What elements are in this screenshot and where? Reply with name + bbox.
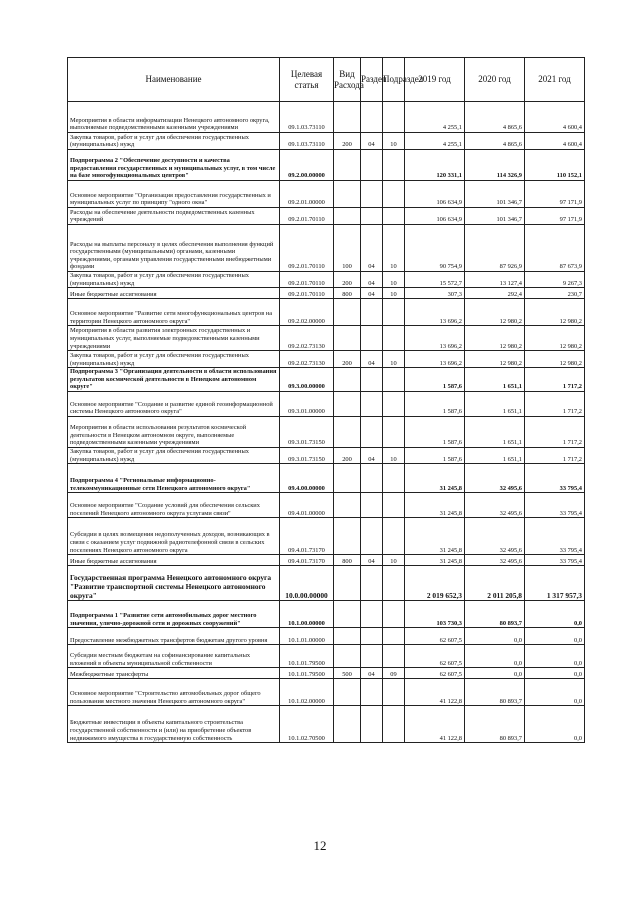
row-section — [361, 645, 383, 668]
row-value-2019: 13 696,2 — [405, 351, 465, 368]
row-expense-type — [334, 679, 361, 706]
row-value-2021: 33 795,4 — [525, 518, 585, 555]
row-name: Расходы на обеспечение деятельности подведомственных казенных учреждений — [68, 208, 280, 225]
row-article: 10.1.02.70500 — [280, 706, 334, 743]
row-value-2020: 1 651,1 — [465, 416, 525, 447]
row-name: Закупка товаров, работ и услуг для обеспечения государственных (муниципальных) нужд — [68, 447, 280, 463]
row-name: Основное мероприятие "Строительство автомобильных дорог общего пользования местного значения Ненецкого автономного округа" — [68, 679, 280, 706]
row-value-2021: 33 795,4 — [525, 555, 585, 566]
row-subsection — [383, 706, 405, 743]
row-value-2021: 97 171,9 — [525, 181, 585, 208]
row-section: 04 — [361, 447, 383, 463]
row-expense-type: 200 — [334, 133, 361, 150]
row-article: 09.2.00.00000 — [280, 150, 334, 181]
row-article: 09.2.01.00000 — [280, 181, 334, 208]
row-name: Подпрограмма 3 "Организация деятельности в области использования результатов космической деятельности в Ненецком автономном округе" — [68, 368, 280, 392]
table-row — [68, 416, 585, 447]
row-section — [361, 181, 383, 208]
row-section: 04 — [361, 225, 383, 272]
row-value-2019: 120 331,1 — [405, 150, 465, 181]
row-section: 04 — [361, 668, 383, 679]
row-subsection: 09 — [383, 668, 405, 679]
row-value-2021: 1 717,2 — [525, 416, 585, 447]
row-subsection: 10 — [383, 447, 405, 463]
row-expense-type: 200 — [334, 447, 361, 463]
table-row — [68, 299, 585, 326]
row-expense-type — [334, 208, 361, 225]
row-value-2020: 12 980,2 — [465, 326, 525, 351]
row-expense-type — [334, 706, 361, 743]
row-value-2021: 0,0 — [525, 628, 585, 645]
row-value-2021: 0,0 — [525, 706, 585, 743]
row-value-2020: 114 326,9 — [465, 150, 525, 181]
row-name: Подпрограмма 4 "Региональные информационно-телекоммуникационные сети Ненецкого автономного округа" — [68, 464, 280, 493]
row-name: Закупка товаров, работ и услуг для обеспечения государственных (муниципальных) нужд — [68, 272, 280, 288]
table-row — [68, 518, 585, 555]
page-number: 12 — [313, 838, 327, 853]
row-name: Основное мероприятие "Создание условий для обеспечения сельских поселений Ненецкого автономного округа услугами связи" — [68, 493, 280, 518]
row-value-2020: 0,0 — [465, 628, 525, 645]
row-value-2020: 13 127,4 — [465, 272, 525, 288]
row-value-2019: 103 730,3 — [405, 601, 465, 628]
table-row — [68, 679, 585, 706]
table-row — [68, 150, 585, 181]
row-value-2021: 33 795,4 — [525, 464, 585, 493]
row-expense-type: 800 — [334, 288, 361, 299]
row-value-2021: 1 717,2 — [525, 368, 585, 392]
row-subsection — [383, 299, 405, 326]
row-value-2019: 1 587,6 — [405, 368, 465, 392]
row-section: 04 — [361, 288, 383, 299]
row-name: Основное мероприятие "Организация предоставления государственных и муниципальных услуг по принципу "одного окна" — [68, 181, 280, 208]
row-article: 09.2.02.73130 — [280, 326, 334, 351]
row-name: Основное мероприятие "Развитие сети многофункциональных центров на территории Ненецкого автономного округа" — [68, 299, 280, 326]
row-name: Иные бюджетные ассигнования — [68, 555, 280, 566]
row-subsection — [383, 416, 405, 447]
row-name: Подпрограмма 2 "Обеспечение доступности и качества предоставления государственных и муниципальных услуг, в том числе на базе многофункциональных центров" — [68, 150, 280, 181]
row-section — [361, 326, 383, 351]
row-subsection — [383, 566, 405, 601]
row-value-2019: 41 122,8 — [405, 679, 465, 706]
table-row — [68, 628, 585, 645]
row-value-2019: 62 607,5 — [405, 645, 465, 668]
row-expense-type — [334, 416, 361, 447]
row-subsection — [383, 628, 405, 645]
row-value-2019: 13 696,2 — [405, 326, 465, 351]
row-value-2019: 62 607,5 — [405, 628, 465, 645]
table-row — [68, 555, 585, 566]
row-value-2019: 4 255,1 — [405, 133, 465, 150]
row-expense-type — [334, 368, 361, 392]
row-value-2020: 0,0 — [465, 645, 525, 668]
row-value-2021: 33 795,4 — [525, 493, 585, 518]
row-section — [361, 208, 383, 225]
row-name: Бюджетные инвестиции в объекты капитального строительства государственной собственности и (или) на приобретение объектов недвижимого имущества в государственную собственность — [68, 706, 280, 743]
row-expense-type — [334, 601, 361, 628]
row-value-2020: 2 011 205,8 — [465, 566, 525, 601]
row-value-2020: 32 495,6 — [465, 518, 525, 555]
row-name: Расходы на выплаты персоналу в целях обеспечения выполнения функций государственными (муниципальными) органами, казенными учреждениями, органами управления государственными внебюджетными фондами — [68, 225, 280, 272]
row-expense-type: 500 — [334, 668, 361, 679]
row-value-2020: 32 495,6 — [465, 493, 525, 518]
row-value-2019: 31 245,8 — [405, 555, 465, 566]
row-subsection — [383, 181, 405, 208]
row-value-2020: 32 495,6 — [465, 555, 525, 566]
row-subsection — [383, 679, 405, 706]
row-value-2019: 90 754,9 — [405, 225, 465, 272]
row-value-2021: 0,0 — [525, 668, 585, 679]
row-article: 10.1.01.00000 — [280, 628, 334, 645]
row-value-2021: 1 717,2 — [525, 391, 585, 416]
row-article: 09.2.02.00000 — [280, 299, 334, 326]
row-value-2019: 62 607,5 — [405, 668, 465, 679]
row-section — [361, 679, 383, 706]
row-article: 09.2.01.70110 — [280, 272, 334, 288]
table-row — [68, 181, 585, 208]
row-subsection: 10 — [383, 225, 405, 272]
table-row — [68, 566, 585, 601]
table-row — [68, 326, 585, 351]
table-row — [68, 645, 585, 668]
row-section: 04 — [361, 133, 383, 150]
row-expense-type — [334, 102, 361, 133]
row-value-2020: 87 926,9 — [465, 225, 525, 272]
row-article: 09.2.01.70110 — [280, 225, 334, 272]
row-name: Государственная программа Ненецкого автономного округа "Развитие транспортной системы Ненецкого автономного округа" — [68, 566, 280, 601]
table-row — [68, 102, 585, 133]
row-value-2021: 0,0 — [525, 601, 585, 628]
row-value-2019: 307,3 — [405, 288, 465, 299]
row-expense-type: 200 — [334, 351, 361, 368]
row-name: Подпрограмма 1 "Развитие сети автомобильных дорог местного значения, улично-дорожной сети и дорожных сооружений" — [68, 601, 280, 628]
row-article: 09.2.02.73130 — [280, 351, 334, 368]
header-expense: Вид Расхода — [334, 58, 361, 102]
row-value-2020: 32 495,6 — [465, 464, 525, 493]
header-article: Целевая статья — [280, 58, 334, 102]
header-2021: 2021 год — [525, 58, 585, 102]
row-value-2021: 12 980,2 — [525, 351, 585, 368]
table-row — [68, 208, 585, 225]
row-section — [361, 391, 383, 416]
row-article: 09.3.00.00000 — [280, 368, 334, 392]
row-article: 09.1.03.73110 — [280, 133, 334, 150]
row-section — [361, 299, 383, 326]
row-value-2020: 12 980,2 — [465, 299, 525, 326]
row-subsection: 10 — [383, 555, 405, 566]
row-expense-type: 200 — [334, 272, 361, 288]
row-section — [361, 601, 383, 628]
row-value-2021: 87 673,9 — [525, 225, 585, 272]
row-value-2021: 97 171,9 — [525, 208, 585, 225]
row-article: 10.1.01.79500 — [280, 645, 334, 668]
row-value-2020: 292,4 — [465, 288, 525, 299]
row-article: 10.0.00.00000 — [280, 566, 334, 601]
row-subsection — [383, 150, 405, 181]
row-section — [361, 416, 383, 447]
row-article: 09.2.01.70110 — [280, 208, 334, 225]
table-row — [68, 225, 585, 272]
row-article: 09.3.01.00000 — [280, 391, 334, 416]
row-value-2019: 15 572,7 — [405, 272, 465, 288]
row-article: 09.4.01.73170 — [280, 555, 334, 566]
row-expense-type — [334, 326, 361, 351]
row-name: Субсидии местным бюджетам на софинансирование капитальных вложений в объекты муниципальной собственности — [68, 645, 280, 668]
row-subsection — [383, 326, 405, 351]
table-row — [68, 391, 585, 416]
row-expense-type — [334, 391, 361, 416]
row-expense-type — [334, 181, 361, 208]
budget-table — [67, 57, 585, 743]
table-row — [68, 601, 585, 628]
row-value-2021: 4 600,4 — [525, 133, 585, 150]
row-value-2020: 80 893,7 — [465, 706, 525, 743]
header-name: Наименование — [68, 58, 280, 102]
row-expense-type — [334, 299, 361, 326]
row-name: Закупка товаров, работ и услуг для обеспечения государственных (муниципальных) нужд — [68, 351, 280, 368]
row-subsection — [383, 208, 405, 225]
row-expense-type — [334, 493, 361, 518]
row-value-2019: 106 634,9 — [405, 181, 465, 208]
header-section: Раздел — [361, 58, 383, 102]
row-article: 09.4.01.73170 — [280, 518, 334, 555]
row-name: Мероприятия в области информатизации Ненецкого автономного округа, выполняемые подведомственными казенными учреждениями — [68, 102, 280, 133]
row-value-2020: 80 893,7 — [465, 679, 525, 706]
row-expense-type — [334, 150, 361, 181]
row-section — [361, 566, 383, 601]
row-article: 10.1.00.00000 — [280, 601, 334, 628]
row-value-2020: 101 346,7 — [465, 208, 525, 225]
row-value-2020: 80 893,7 — [465, 601, 525, 628]
row-value-2021: 12 980,2 — [525, 299, 585, 326]
table-row — [68, 464, 585, 493]
row-value-2021: 110 152,1 — [525, 150, 585, 181]
row-subsection: 10 — [383, 288, 405, 299]
row-value-2021: 1 717,2 — [525, 447, 585, 463]
table-body — [68, 102, 585, 743]
row-value-2019: 4 255,1 — [405, 102, 465, 133]
row-subsection — [383, 601, 405, 628]
row-section: 04 — [361, 272, 383, 288]
header-2020: 2020 год — [465, 58, 525, 102]
row-subsection — [383, 518, 405, 555]
row-name: Иные бюджетные ассигнования — [68, 288, 280, 299]
row-value-2021: 4 600,4 — [525, 102, 585, 133]
row-value-2021: 230,7 — [525, 288, 585, 299]
table-row — [68, 368, 585, 392]
row-expense-type — [334, 518, 361, 555]
row-subsection — [383, 102, 405, 133]
row-article: 10.1.02.00000 — [280, 679, 334, 706]
row-value-2019: 31 245,8 — [405, 493, 465, 518]
row-value-2020: 1 651,1 — [465, 368, 525, 392]
row-name: Межбюджетные трансферты — [68, 668, 280, 679]
row-article: 09.4.01.00000 — [280, 493, 334, 518]
row-section — [361, 464, 383, 493]
table-row — [68, 288, 585, 299]
row-name: Основное мероприятие "Создание и развитие единой геоинформационной системы Ненецкого автономного округа" — [68, 391, 280, 416]
row-subsection — [383, 493, 405, 518]
row-value-2021: 1 317 957,3 — [525, 566, 585, 601]
row-value-2019: 41 122,8 — [405, 706, 465, 743]
row-value-2019: 1 587,6 — [405, 416, 465, 447]
row-value-2021: 0,0 — [525, 679, 585, 706]
row-section — [361, 368, 383, 392]
row-expense-type: 100 — [334, 225, 361, 272]
row-value-2021: 9 267,3 — [525, 272, 585, 288]
row-article: 10.1.01.79500 — [280, 668, 334, 679]
row-section — [361, 518, 383, 555]
header-subsection: Подраздел — [383, 58, 405, 102]
row-expense-type — [334, 628, 361, 645]
row-section: 04 — [361, 555, 383, 566]
row-article: 09.1.03.73110 — [280, 102, 334, 133]
table-row — [68, 351, 585, 368]
row-subsection — [383, 464, 405, 493]
row-value-2021: 12 980,2 — [525, 326, 585, 351]
row-value-2019: 1 587,6 — [405, 391, 465, 416]
row-value-2020: 12 980,2 — [465, 351, 525, 368]
row-section — [361, 493, 383, 518]
row-name: Субсидии в целях возмещения недополученных доходов, возникающих в связи с оказанием услуг подвижной радиотелефонной связи в сельских поселениях Ненецкого автономного округа — [68, 518, 280, 555]
row-expense-type: 800 — [334, 555, 361, 566]
row-expense-type — [334, 464, 361, 493]
row-name: Предоставление межбюджетных трансфертов бюджетам другого уровня — [68, 628, 280, 645]
row-expense-type — [334, 645, 361, 668]
table-row — [68, 272, 585, 288]
row-section — [361, 706, 383, 743]
row-article: 09.2.01.70110 — [280, 288, 334, 299]
row-value-2020: 101 346,7 — [465, 181, 525, 208]
row-value-2019: 1 587,6 — [405, 447, 465, 463]
row-subsection — [383, 391, 405, 416]
row-value-2019: 106 634,9 — [405, 208, 465, 225]
row-article: 09.3.01.73150 — [280, 416, 334, 447]
header-2019: 2019 год — [405, 58, 465, 102]
table-row — [68, 706, 585, 743]
table-row — [68, 668, 585, 679]
row-subsection: 10 — [383, 272, 405, 288]
row-section — [361, 150, 383, 181]
row-value-2020: 4 865,6 — [465, 133, 525, 150]
table-row — [68, 493, 585, 518]
budget-table-sheet — [67, 57, 584, 743]
table-row — [68, 447, 585, 463]
row-value-2019: 2 019 652,3 — [405, 566, 465, 601]
row-value-2020: 1 651,1 — [465, 447, 525, 463]
row-name: Мероприятия в области развития электронных государственных и муниципальных услуг, выполняемые подведомственными казенными учреждениями — [68, 326, 280, 351]
row-subsection: 10 — [383, 133, 405, 150]
row-value-2021: 0,0 — [525, 645, 585, 668]
row-article: 09.3.01.73150 — [280, 447, 334, 463]
row-value-2020: 0,0 — [465, 668, 525, 679]
row-section: 04 — [361, 351, 383, 368]
row-subsection — [383, 368, 405, 392]
row-value-2020: 4 865,6 — [465, 102, 525, 133]
row-value-2019: 13 696,2 — [405, 299, 465, 326]
row-value-2020: 1 651,1 — [465, 391, 525, 416]
row-name: Закупка товаров, работ и услуг для обеспечения государственных (муниципальных) нужд — [68, 133, 280, 150]
table-header-row — [68, 58, 585, 102]
row-subsection — [383, 645, 405, 668]
row-section — [361, 628, 383, 645]
table-row — [68, 133, 585, 150]
row-value-2019: 31 245,8 — [405, 464, 465, 493]
row-name: Мероприятия в области использования результатов космической деятельности в Ненецком автономном округе, выполняемые подведомственными казенными учреждениями — [68, 416, 280, 447]
row-article: 09.4.00.00000 — [280, 464, 334, 493]
row-value-2019: 31 245,8 — [405, 518, 465, 555]
row-expense-type — [334, 566, 361, 601]
row-subsection: 10 — [383, 351, 405, 368]
row-section — [361, 102, 383, 133]
